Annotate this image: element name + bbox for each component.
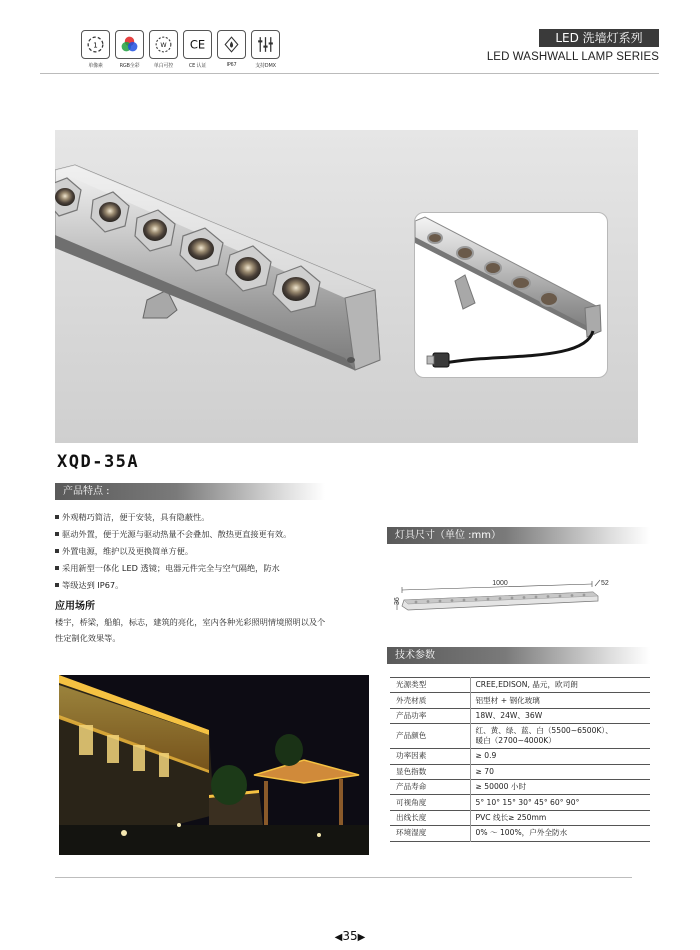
ip67-badge [216,30,247,69]
features-section-header: 产品特点 : [55,483,325,500]
table-row [390,678,650,693]
lamp-with-cable-illustration [415,213,608,378]
header-divider [40,73,659,74]
length-label: 1000 [492,580,508,587]
ce-badge [182,30,213,69]
next-arrow-icon: ▶ [357,932,366,943]
dmx-icon [251,30,280,59]
ce-label: CE 认证 [188,63,207,69]
spec-key: 显色指数 [390,764,470,779]
svg-text:CE: CE [189,37,206,52]
spec-key: 外壳材质 [390,693,470,708]
single-pixel-label: 单像素 [88,63,103,69]
specs-section-header: 技术参数 [387,647,650,664]
width-label: 52 [601,580,609,587]
spec-key: 产品功率 [390,708,470,723]
svg-text:W: W [160,42,167,50]
height-label: 36 [394,597,401,605]
spec-value: 0% ～ 100%，户外全防水 [475,828,568,838]
single-white-badge [148,30,179,69]
footer-divider [55,877,632,878]
single-white-icon [149,30,178,59]
single-pixel-badge [80,30,111,69]
model-number: XQD-35A [57,452,140,472]
ip67-label: IP67 [226,62,237,68]
feature-icon-row [80,30,281,69]
table-row [390,810,650,825]
night-building-illustration [59,675,369,855]
rgb-color-icon [115,30,144,59]
spec-table [390,677,650,842]
spec-value-line1: 红、黄、绿、蓝、白（5500~6500K）、 [475,726,613,736]
table-row [390,708,650,723]
page-number-value: 35 [342,929,358,943]
svg-text:1: 1 [93,40,98,50]
single-pixel-icon [81,30,110,59]
installation-photo [59,675,369,855]
feature-item: 外观精巧简洁，便于安装，具有隐蔽性。 [55,509,345,526]
spec-key: 产品颜色 [390,724,470,749]
spec-value: 铝型材 + 钢化玻璃 [475,695,540,705]
ip67-icon [217,30,246,59]
spec-key: 产品寿命 [390,779,470,794]
table-row [390,693,650,708]
feature-item: 外置电源，维护以及更换简单方便。 [55,543,345,560]
features-list [55,509,345,594]
spec-value: 18W、24W、36W [475,710,543,720]
spec-value: 5° 10° 15° 30° 45° 60° 90° [475,797,580,807]
spec-key: 光源类型 [390,678,470,693]
product-detail-inset [414,212,608,378]
table-row [390,795,650,810]
feature-item: 等级达到 IP67。 [55,577,345,594]
ce-icon [183,30,212,59]
spec-value: PVC 线长≥ 250mm [475,812,547,822]
series-title-cn: LED 洗墙灯系列 [539,29,659,47]
spec-key: 功率因素 [390,749,470,764]
rgb-color-badge [114,30,145,69]
application-title: 应用场所 [55,601,95,612]
application-text: 楼宇，桥梁，船舶，标志，建筑的亮化，室内各种光彩照明情境照明以及个性定制化效果等。 [55,617,326,643]
spec-value: CREE,EDISON, 晶元，欧司朗 [475,680,578,690]
spec-key: 环境湿度 [390,826,470,841]
dmx-badge [250,30,281,69]
rgb-color-label: RGB全彩 [119,63,140,69]
table-row [390,764,650,779]
spec-key: 出线长度 [390,810,470,825]
spec-key: 可视角度 [390,795,470,810]
dimension-drawing [388,575,628,620]
dmx-label: 支持DMX [255,63,276,69]
feature-item: 驱动外置，便于光源与驱动热量不会叠加、散热更直接更有效。 [55,526,345,543]
spec-value: ≥ 70 [475,766,494,776]
series-title-en: LED WASHWALL LAMP SERIES [486,51,659,63]
table-row [390,779,650,794]
product-photo [55,130,638,443]
table-row [390,826,650,841]
spec-value: ≥ 0.9 [475,751,497,761]
spec-value [470,724,650,749]
feature-item: 采用新型一体化 LED 透镜；电器元件完全与空气隔绝，防水 [55,560,345,577]
table-row [390,724,650,749]
prev-arrow-icon: ◀ [334,932,343,943]
spec-value-line2: 暖白（2700~4000K） [475,736,556,746]
table-row [390,749,650,764]
single-white-label: 单白可控 [153,63,174,69]
dimensions-section-header: 灯具尺寸（单位 :mm） [387,527,650,544]
spec-value: ≥ 50000 小时 [475,782,527,792]
page-number [330,929,370,943]
